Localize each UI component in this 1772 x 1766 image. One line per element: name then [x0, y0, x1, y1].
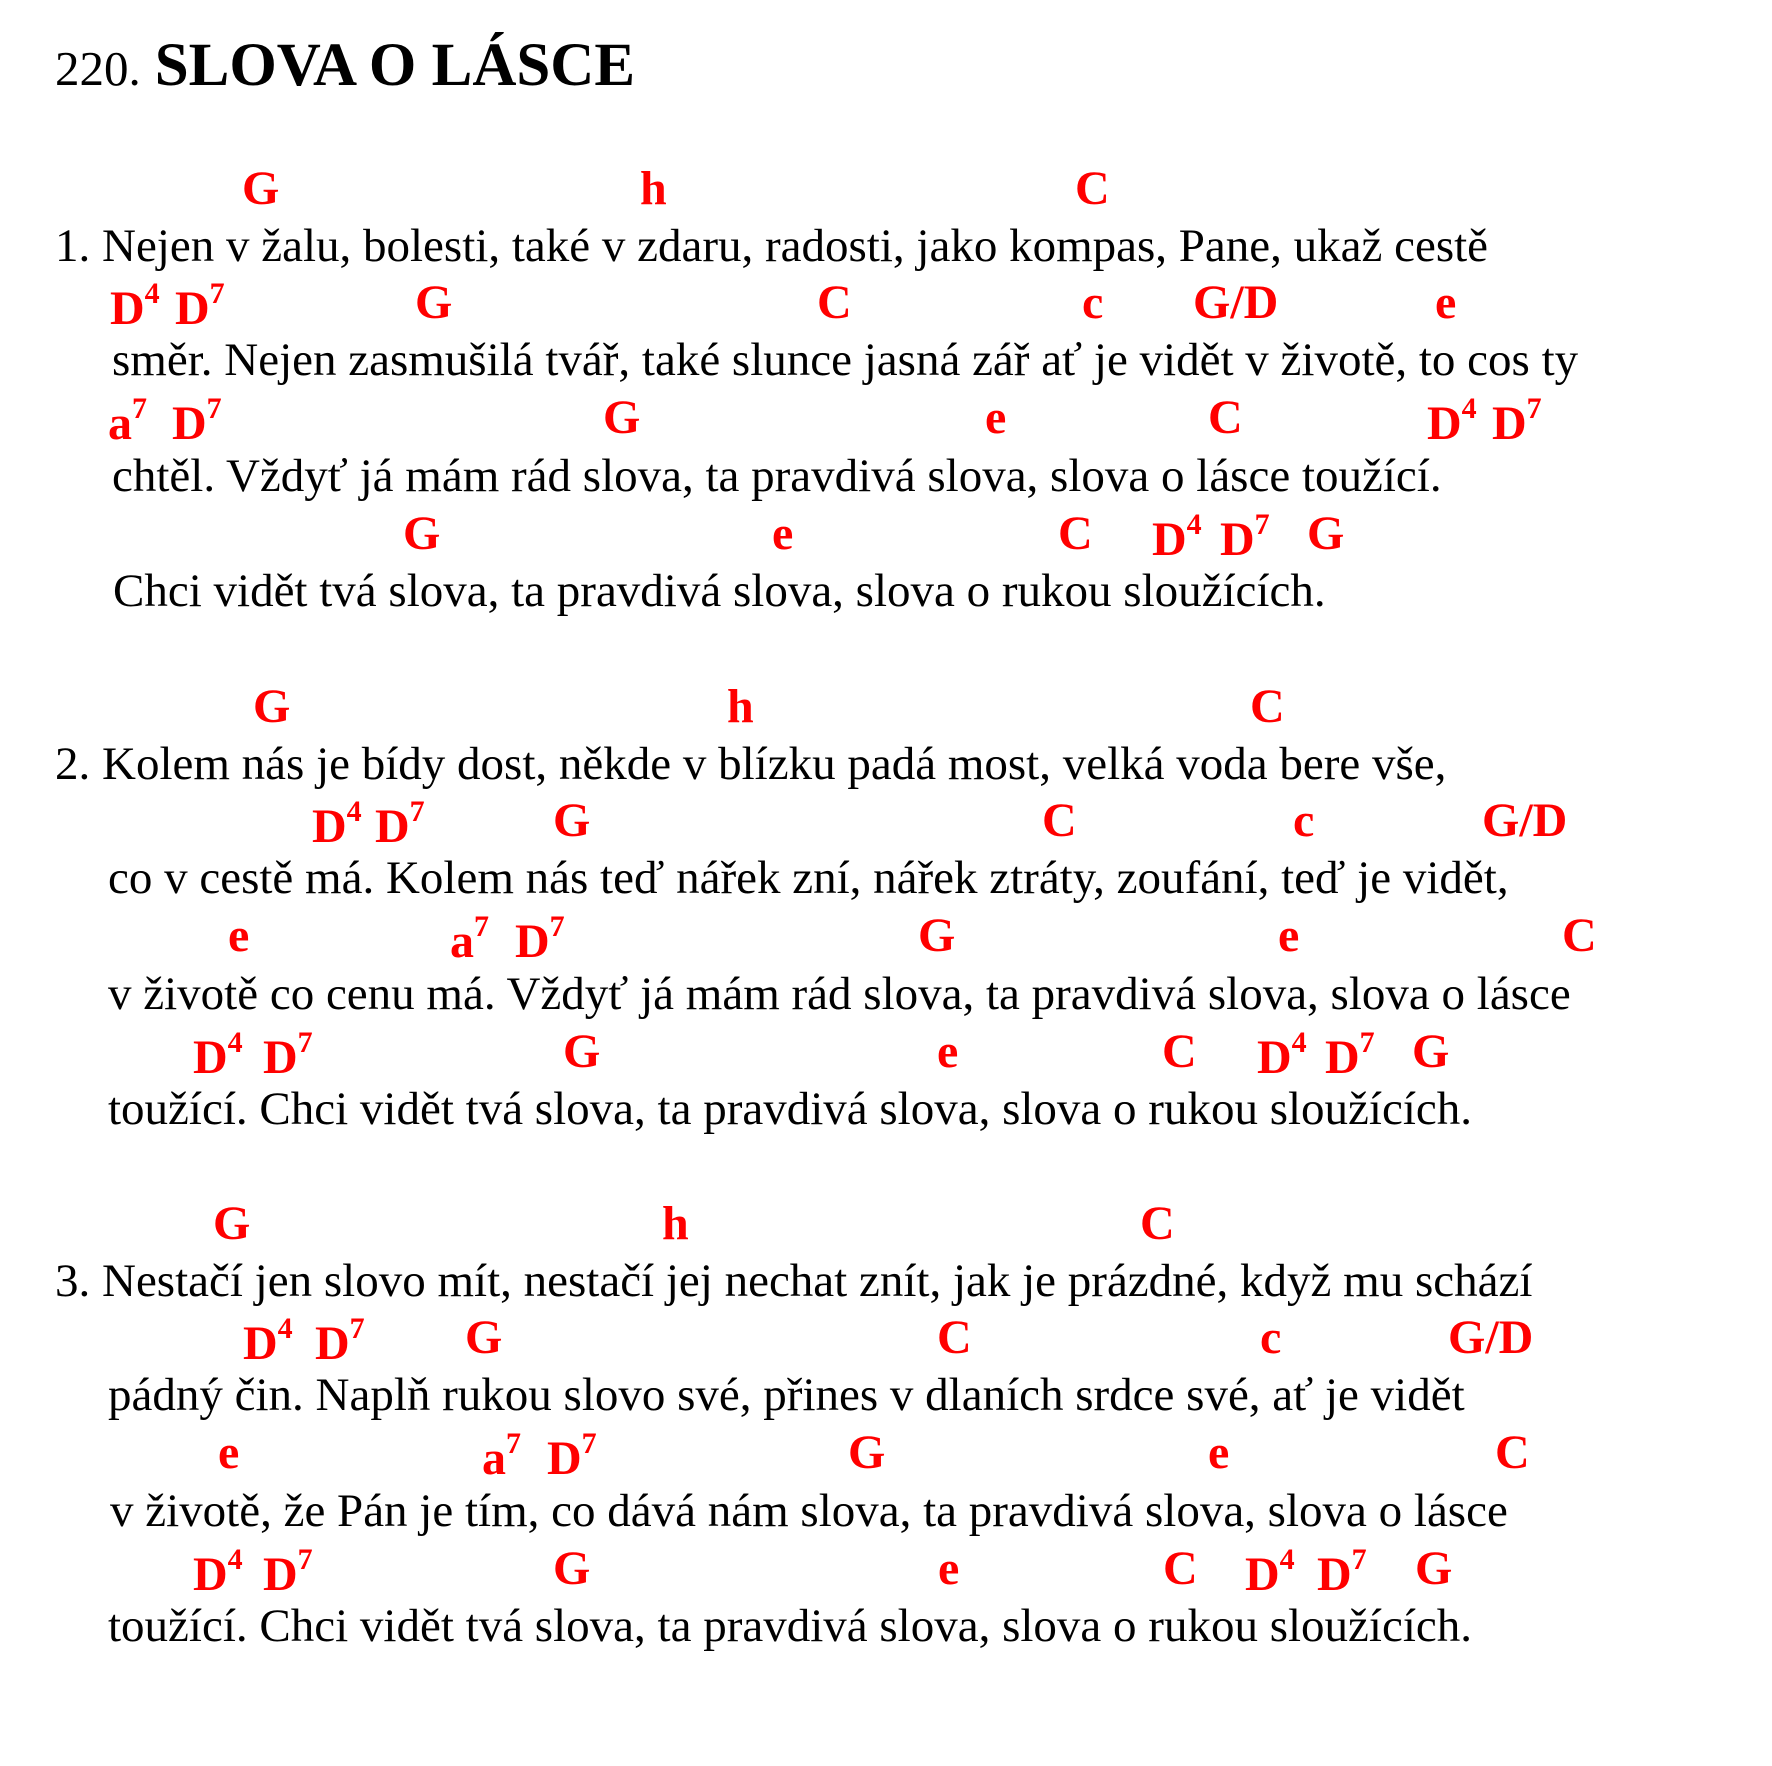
chord-e: e — [1278, 909, 1300, 962]
chord-C: C — [1162, 1025, 1197, 1078]
chord-superscript: 7 — [549, 910, 565, 943]
chord-superscript: 7 — [581, 1427, 597, 1460]
chord-c: c — [1293, 794, 1315, 847]
chord-G: G — [553, 1542, 591, 1595]
chord-G: G — [1415, 1542, 1453, 1595]
chord-C: C — [1562, 909, 1597, 962]
chord-superscript: 7 — [297, 1543, 313, 1576]
chord-G-D: G/D — [1482, 794, 1568, 847]
chord-line — [0, 391, 1772, 450]
chord-line — [0, 1197, 1772, 1252]
chord-e: e — [1435, 276, 1457, 329]
chord-G: G — [242, 162, 280, 215]
chord-D7: $D^7$ — [1492, 392, 1542, 450]
chord-superscript: 7 — [409, 795, 425, 828]
chord-c: c — [1082, 276, 1104, 329]
chord-superscript: 7 — [206, 392, 222, 425]
lyric-line: v životě, že Pán je tím, co dává nám slova, ta pravdivá slova, slova o lásce — [110, 1485, 1508, 1537]
chord-C: C — [817, 276, 852, 329]
lyric-line: 1. Nejen v žalu, bolesti, také v zdaru, radosti, jako kompas, Pane, ukaž cestě — [55, 220, 1489, 272]
chord-G: G — [553, 794, 591, 847]
chord-superscript: 4 — [1291, 1026, 1307, 1059]
chord-line — [0, 162, 1772, 217]
chord-G: G — [465, 1311, 503, 1364]
chord-D4: $D^4$ — [193, 1543, 243, 1601]
chord-superscript: 7 — [209, 277, 225, 310]
chord-superscript: 7 — [506, 1427, 521, 1460]
chord-superscript: 4 — [346, 795, 362, 828]
chord-D7: $D^7$ — [1325, 1026, 1375, 1084]
chord-D4: $D^4$ — [1257, 1026, 1307, 1084]
chord-e: e — [218, 1426, 240, 1479]
chord-D4: $D^4$ — [193, 1026, 243, 1084]
chord-e: e — [772, 507, 794, 560]
chord-D7: $D^7$ — [1220, 508, 1270, 566]
lyric-line: pádný čin. Naplň rukou slovo své, přines v dlaních srdce své, ať je vidět — [108, 1369, 1465, 1421]
chord-superscript: 4 — [1461, 392, 1477, 425]
chord-h: h — [640, 162, 667, 215]
chord-G: G — [403, 507, 441, 560]
chord-C: C — [1250, 680, 1285, 733]
chord-line — [0, 1311, 1772, 1370]
chord-G: G — [253, 680, 291, 733]
lyric-line: 2. Kolem nás je bídy dost, někde v blízku padá most, velká voda bere vše, — [55, 738, 1447, 790]
song-title — [55, 32, 636, 111]
lyric-line: Chci vidět tvá slova, ta pravdivá slova, slova o rukou sloužících. — [113, 565, 1326, 617]
chord-D7: $D^7$ — [263, 1026, 313, 1084]
chord-superscript: 7 — [297, 1026, 313, 1059]
chord-G: G — [1307, 507, 1345, 560]
chord-D4: $D^4$ — [312, 795, 362, 853]
chord-G: G — [1412, 1025, 1450, 1078]
chord-C: C — [1075, 162, 1110, 215]
chord-D4: $D^4$ — [110, 277, 160, 335]
chord-e: e — [937, 1025, 959, 1078]
chord-D4: $D^4$ — [1427, 392, 1477, 450]
lyric-line: v životě co cenu má. Vždyť já mám rád slova, ta pravdivá slova, slova o lásce — [108, 968, 1571, 1020]
chord-C: C — [1042, 794, 1077, 847]
chord-C: C — [1163, 1542, 1198, 1595]
lyric-line: směr. Nejen zasmušilá tvář, také slunce jasná zář ať je vidět v životě, to cos ty — [112, 334, 1579, 386]
chord-G: G — [415, 276, 453, 329]
chord-superscript: 7 — [474, 910, 489, 943]
chord-G: G — [848, 1426, 886, 1479]
chord-G-D: G/D — [1448, 1311, 1534, 1364]
song-number: 220. — [55, 41, 141, 96]
chord-a7: $a^7$ — [482, 1427, 521, 1485]
chord-C: C — [1208, 391, 1243, 444]
chord-D7: $D^7$ — [515, 910, 565, 968]
chord-h: h — [662, 1197, 689, 1250]
chord-D7: $D^7$ — [547, 1427, 597, 1485]
chord-superscript: 7 — [132, 392, 147, 425]
chord-D7: $D^7$ — [315, 1312, 365, 1370]
chord-C: C — [1495, 1426, 1530, 1479]
chord-h: h — [727, 680, 754, 733]
chord-a7: $a^7$ — [450, 910, 489, 968]
chord-G: G — [213, 1197, 251, 1250]
lyric-line: toužící. Chci vidět tvá slova, ta pravdivá slova, slova o rukou sloužících. — [108, 1600, 1472, 1652]
chord-e: e — [1208, 1426, 1230, 1479]
chord-C: C — [1058, 507, 1093, 560]
song-name: SLOVA O LÁSCE — [154, 32, 636, 99]
chord-D7: $D^7$ — [375, 795, 425, 853]
chord-D4: $D^4$ — [1245, 1543, 1295, 1601]
chord-line — [0, 276, 1772, 335]
lyric-line: chtěl. Vždyť já mám rád slova, ta pravdivá slova, slova o lásce toužící. — [112, 450, 1442, 502]
chord-D7: $D^7$ — [1317, 1543, 1367, 1601]
chord-G: G — [563, 1025, 601, 1078]
chord-D7: $D^7$ — [175, 277, 225, 335]
chord-D4: $D^4$ — [243, 1312, 293, 1370]
chord-superscript: 4 — [1186, 508, 1202, 541]
chord-superscript: 4 — [277, 1312, 293, 1345]
chord-line — [0, 1542, 1772, 1601]
chord-superscript: 7 — [349, 1312, 365, 1345]
chord-line — [0, 1426, 1772, 1485]
chord-e: e — [228, 909, 250, 962]
chord-superscript: 7 — [1254, 508, 1270, 541]
chord-superscript: 4 — [144, 277, 160, 310]
chord-D7: $D^7$ — [172, 392, 222, 450]
chord-G: G — [918, 909, 956, 962]
chord-line — [0, 680, 1772, 735]
chord-D4: $D^4$ — [1152, 508, 1202, 566]
chord-line — [0, 507, 1772, 566]
chord-superscript: 4 — [1279, 1543, 1295, 1576]
chord-D7: $D^7$ — [263, 1543, 313, 1601]
chord-G-D: G/D — [1193, 276, 1279, 329]
lyric-line: co v cestě má. Kolem nás teď nářek zní, nářek ztráty, zoufání, teď je vidět, — [108, 852, 1509, 904]
chord-line — [0, 909, 1772, 968]
chord-line — [0, 1025, 1772, 1084]
chord-e: e — [938, 1542, 960, 1595]
chord-c: c — [1260, 1311, 1282, 1364]
chord-line — [0, 794, 1772, 853]
lyric-line: 3. Nestačí jen slovo mít, nestačí jej nechat znít, jak je prázdné, když mu schází — [55, 1255, 1533, 1307]
chord-superscript: 4 — [227, 1026, 243, 1059]
chord-C: C — [937, 1311, 972, 1364]
chord-a7: $a^7$ — [108, 392, 147, 450]
lyric-line: toužící. Chci vidět tvá slova, ta pravdivá slova, slova o rukou sloužících. — [108, 1083, 1472, 1135]
chord-C: C — [1140, 1197, 1175, 1250]
chord-superscript: 4 — [227, 1543, 243, 1576]
chord-e: e — [985, 391, 1007, 444]
chord-superscript: 7 — [1351, 1543, 1367, 1576]
chord-superscript: 7 — [1359, 1026, 1375, 1059]
chord-superscript: 7 — [1526, 392, 1542, 425]
chord-G: G — [603, 391, 641, 444]
